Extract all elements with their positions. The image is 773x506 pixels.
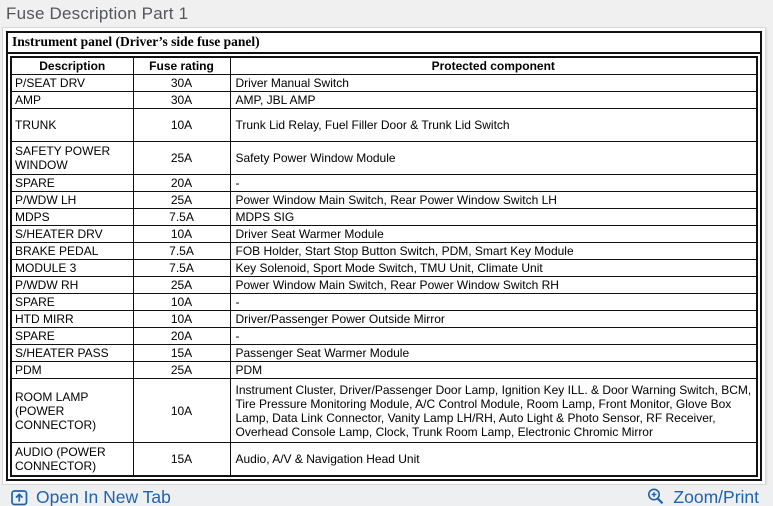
zoom-magnifier-plus-icon [646, 487, 666, 506]
protected-component-cell: FOB Holder, Start Stop Button Switch, PDM, Smart Key Module [230, 243, 757, 260]
fuse-rating-cell: 30A [133, 92, 230, 109]
protected-component-cell: Power Window Main Switch, Rear Power Window Switch RH [230, 277, 757, 294]
fuse-description-cell: P/WDW LH [11, 192, 133, 209]
table-row [11, 75, 757, 92]
fuse-description-cell: SPARE [11, 294, 133, 311]
fuse-document-panel [2, 27, 766, 485]
protected-component-cell: AMP, JBL AMP [230, 92, 757, 109]
protected-component-cell: Driver Manual Switch [230, 75, 757, 92]
protected-component-cell: Audio, A/V & Navigation Head Unit [230, 443, 757, 476]
fuse-rating-cell: 7.5A [133, 260, 230, 277]
fuse-rating-cell: 20A [133, 328, 230, 345]
protected-component-cell: - [230, 175, 757, 192]
fuse-description-cell: SPARE [11, 175, 133, 192]
fuse-description-cell: TRUNK [11, 109, 133, 142]
table-row [11, 294, 757, 311]
protected-component-cell: - [230, 294, 757, 311]
protected-component-cell: Passenger Seat Warmer Module [230, 345, 757, 362]
table-row [11, 209, 757, 226]
table-row [11, 243, 757, 260]
open-in-new-tab-label: Open In New Tab [36, 486, 171, 506]
fuse-rating-cell: 10A [133, 379, 230, 443]
open-in-new-tab-button[interactable] [10, 487, 171, 506]
protected-component-cell: Driver/Passenger Power Outside Mirror [230, 311, 757, 328]
table-row [11, 92, 757, 109]
fuse-description-cell: AUDIO (POWER CONNECTOR) [11, 443, 133, 476]
table-row [11, 379, 757, 443]
table-row [11, 260, 757, 277]
fuse-description-cell: PDM [11, 362, 133, 379]
protected-component-cell: Safety Power Window Module [230, 142, 757, 175]
protected-component-cell: Driver Seat Warmer Module [230, 226, 757, 243]
fuse-description-cell: SAFETY POWER WINDOW [11, 142, 133, 175]
fuse-rating-cell: 10A [133, 109, 230, 142]
fuse-description-cell: HTD MIRR [11, 311, 133, 328]
fuse-rating-cell: 10A [133, 226, 230, 243]
table-row [11, 277, 757, 294]
fuse-rating-cell: 15A [133, 345, 230, 362]
fuse-rating-cell: 10A [133, 294, 230, 311]
zoom-print-button[interactable] [646, 487, 759, 506]
table-row [11, 109, 757, 142]
page-title: Fuse Description Part 1 [6, 4, 189, 23]
table-row [11, 443, 757, 476]
fuse-rating-cell: 25A [133, 277, 230, 294]
table-row [11, 192, 757, 209]
table-row [11, 175, 757, 192]
protected-component-cell: PDM [230, 362, 757, 379]
panel-heading: Instrument panel (Driver’s side fuse panel) [8, 33, 760, 54]
fuse-rating-cell: 25A [133, 362, 230, 379]
fuse-description-cell: S/HEATER DRV [11, 226, 133, 243]
fuse-rating-cell: 15A [133, 443, 230, 476]
column-header-protected-component: Protected component [230, 57, 757, 75]
fuse-rating-cell: 25A [133, 192, 230, 209]
fuse-rating-cell: 10A [133, 311, 230, 328]
open-in-new-tab-icon [10, 488, 29, 506]
footer-action-bar [0, 485, 773, 506]
fuse-description-cell: P/WDW RH [11, 277, 133, 294]
column-header-description: Description [11, 57, 133, 75]
fuse-rating-cell: 30A [133, 75, 230, 92]
column-header-fuse-rating: Fuse rating [133, 57, 230, 75]
protected-component-cell: Trunk Lid Relay, Fuel Filler Door & Trunk Lid Switch [230, 109, 757, 142]
fuse-rating-cell: 20A [133, 175, 230, 192]
fuse-table [10, 56, 758, 477]
table-row [11, 142, 757, 175]
protected-component-cell: - [230, 328, 757, 345]
table-row [11, 311, 757, 328]
table-row [11, 345, 757, 362]
fuse-table-frame [6, 31, 762, 481]
table-header-row [11, 57, 757, 75]
fuse-rating-cell: 25A [133, 142, 230, 175]
fuse-description-cell: MDPS [11, 209, 133, 226]
fuse-description-cell: SPARE [11, 328, 133, 345]
fuse-description-cell: MODULE 3 [11, 260, 133, 277]
protected-component-cell: Instrument Cluster, Driver/Passenger Door Lamp, Ignition Key ILL. & Door Warning Switch, BCM, Tire Pressure Monitoring Module, A/C Control Module, Room Lamp, Front Monitor, Glove Box Lamp, Data Link Connector, Vanity Lamp LH/RH, Auto Light & Photo Sensor, RF Receiver, Overhead Console Lamp, Clock, Trunk Room Lamp, Electronic Chromic Mirror [230, 379, 757, 443]
table-row [11, 362, 757, 379]
fuse-rating-cell: 7.5A [133, 243, 230, 260]
fuse-description-cell: ROOM LAMP (POWER CONNECTOR) [11, 379, 133, 443]
fuse-description-cell: BRAKE PEDAL [11, 243, 133, 260]
table-row [11, 226, 757, 243]
protected-component-cell: MDPS SIG [230, 209, 757, 226]
fuse-description-cell: P/SEAT DRV [11, 75, 133, 92]
zoom-print-label: Zoom/Print [673, 486, 759, 506]
fuse-rating-cell: 7.5A [133, 209, 230, 226]
fuse-description-cell: AMP [11, 92, 133, 109]
table-row [11, 328, 757, 345]
protected-component-cell: Power Window Main Switch, Rear Power Window Switch LH [230, 192, 757, 209]
fuse-description-cell: S/HEATER PASS [11, 345, 133, 362]
protected-component-cell: Key Solenoid, Sport Mode Switch, TMU Unit, Climate Unit [230, 260, 757, 277]
